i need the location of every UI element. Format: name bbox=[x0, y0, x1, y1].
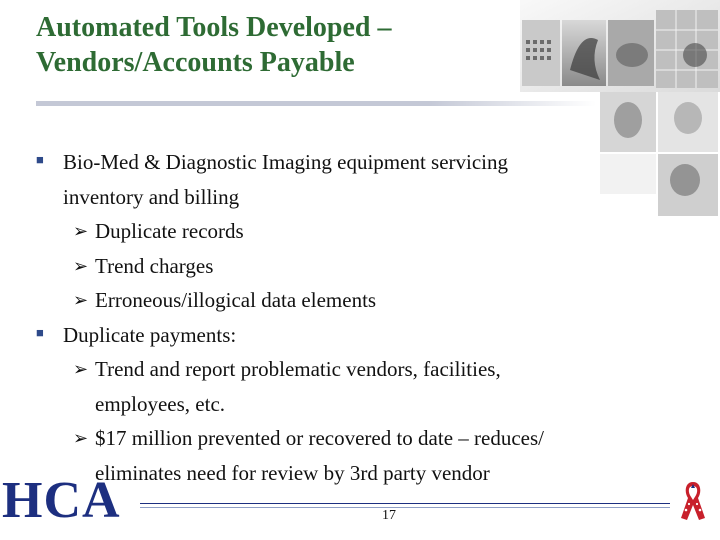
hca-logo: HCA bbox=[2, 472, 121, 529]
bullet-text-line: Duplicate payments: bbox=[63, 322, 237, 347]
square-bullet-icon: ■ bbox=[36, 152, 44, 167]
sub-bullet-text: Trend charges bbox=[95, 253, 214, 278]
arrow-bullet-icon: ➢ bbox=[73, 359, 89, 379]
square-bullet-icon: ■ bbox=[36, 324, 44, 340]
slide-title bbox=[36, 10, 456, 80]
slide-title-line-2: Vendors/Accounts Payable bbox=[36, 47, 355, 78]
bullet-text-line: inventory and billing bbox=[63, 184, 240, 209]
footer-divider bbox=[140, 503, 670, 504]
slide-body bbox=[36, 145, 636, 490]
arrow-bullet-icon: ➢ bbox=[73, 290, 89, 310]
bullet-item bbox=[36, 145, 636, 214]
sub-bullet-text: Erroneous/illogical data elements bbox=[95, 288, 377, 312]
page-number: 17 bbox=[382, 508, 396, 523]
sub-bullet-item bbox=[36, 214, 636, 249]
sub-bullet-text-line: employees, etc. bbox=[95, 391, 226, 416]
sub-bullet-item bbox=[36, 352, 636, 421]
bullet-text-line: Bio-Med & Diagnostic Imaging equipment servicing bbox=[63, 150, 508, 174]
awareness-ribbon-icon bbox=[678, 478, 708, 524]
sub-bullet-item bbox=[36, 249, 636, 284]
sub-bullet-item bbox=[36, 421, 636, 490]
arrow-bullet-icon: ➢ bbox=[73, 221, 89, 241]
sub-bullet-item bbox=[36, 283, 636, 318]
sub-bullet-text-line: eliminates need for review by 3rd party vendor bbox=[95, 460, 490, 485]
sub-bullet-text-line: Trend and report problematic vendors, facilities, bbox=[95, 357, 501, 381]
arrow-bullet-icon: ➢ bbox=[73, 428, 89, 448]
slide-title-line-1: Automated Tools Developed – bbox=[36, 12, 392, 43]
bullet-item bbox=[36, 318, 636, 353]
arrow-bullet-icon: ➢ bbox=[73, 255, 89, 276]
footer-divider-secondary bbox=[140, 507, 670, 508]
sub-bullet-text: Duplicate records bbox=[95, 219, 244, 243]
title-divider bbox=[36, 101, 596, 106]
sub-bullet-text-line: $17 million prevented or recovered to date – reduces/ bbox=[95, 426, 544, 450]
